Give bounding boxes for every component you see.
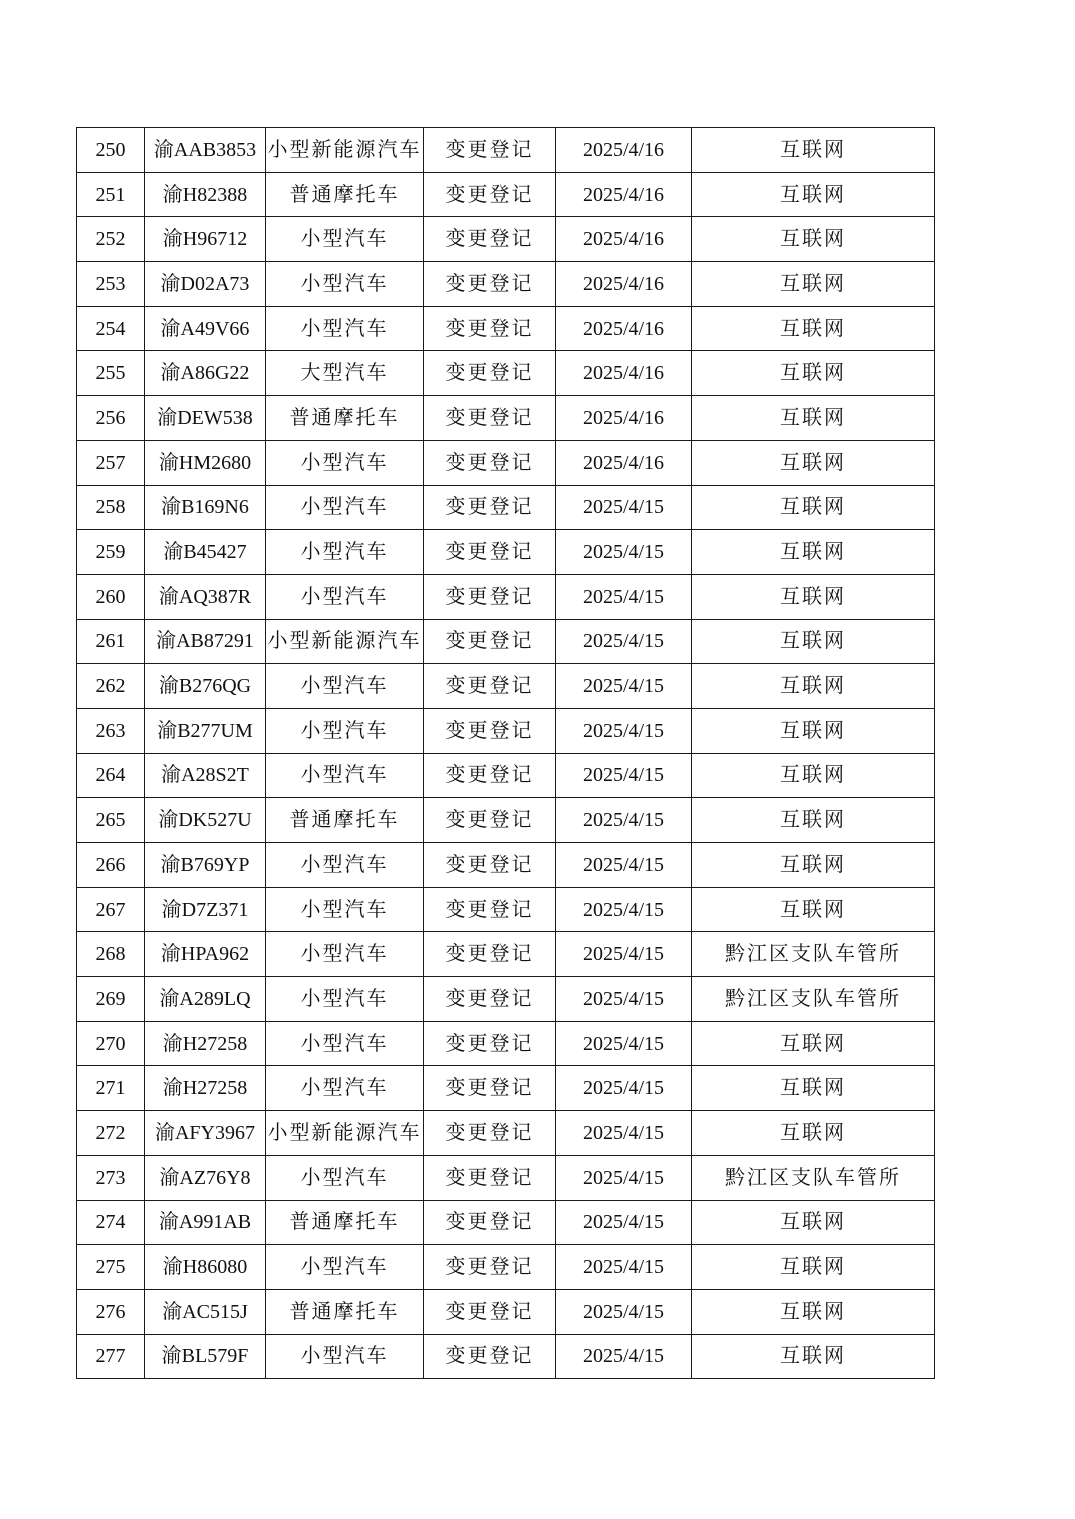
- cell-vehicle-type: 小型汽车: [266, 887, 424, 932]
- cell-date: 2025/4/15: [556, 1066, 692, 1111]
- table-row: [77, 1289, 935, 1334]
- cell-date: 2025/4/15: [556, 574, 692, 619]
- cell-plate-number: 渝B277UM: [145, 708, 266, 753]
- cell-serial-number: 261: [77, 619, 145, 664]
- cell-serial-number: 270: [77, 1021, 145, 1066]
- cell-vehicle-type: 小型汽车: [266, 1021, 424, 1066]
- cell-plate-number: 渝B769YP: [145, 843, 266, 888]
- registration-table: [76, 127, 935, 1379]
- cell-date: 2025/4/15: [556, 1155, 692, 1200]
- cell-channel: 互联网: [692, 619, 935, 664]
- cell-vehicle-type: 小型汽车: [266, 1066, 424, 1111]
- cell-business-type: 变更登记: [424, 619, 556, 664]
- table-row: [77, 440, 935, 485]
- cell-business-type: 变更登记: [424, 843, 556, 888]
- cell-channel: 互联网: [692, 351, 935, 396]
- cell-channel: 互联网: [692, 708, 935, 753]
- cell-business-type: 变更登记: [424, 485, 556, 530]
- cell-plate-number: 渝A289LQ: [145, 977, 266, 1022]
- cell-vehicle-type: 小型汽车: [266, 977, 424, 1022]
- table-row: [77, 351, 935, 396]
- cell-serial-number: 250: [77, 128, 145, 173]
- cell-business-type: 变更登记: [424, 530, 556, 575]
- cell-channel: 黔江区支队车管所: [692, 977, 935, 1022]
- cell-business-type: 变更登记: [424, 1200, 556, 1245]
- cell-vehicle-type: 小型汽车: [266, 530, 424, 575]
- cell-vehicle-type: 小型汽车: [266, 932, 424, 977]
- cell-business-type: 变更登记: [424, 1021, 556, 1066]
- cell-serial-number: 263: [77, 708, 145, 753]
- cell-date: 2025/4/16: [556, 396, 692, 441]
- cell-vehicle-type: 小型汽车: [266, 664, 424, 709]
- cell-vehicle-type: 小型汽车: [266, 1334, 424, 1379]
- table-row: [77, 664, 935, 709]
- cell-channel: 互联网: [692, 262, 935, 307]
- cell-channel: 互联网: [692, 440, 935, 485]
- cell-business-type: 变更登记: [424, 1066, 556, 1111]
- cell-serial-number: 254: [77, 306, 145, 351]
- cell-business-type: 变更登记: [424, 798, 556, 843]
- cell-plate-number: 渝DEW538: [145, 396, 266, 441]
- cell-serial-number: 251: [77, 172, 145, 217]
- cell-date: 2025/4/16: [556, 217, 692, 262]
- cell-plate-number: 渝D7Z371: [145, 887, 266, 932]
- cell-vehicle-type: 小型汽车: [266, 843, 424, 888]
- cell-serial-number: 260: [77, 574, 145, 619]
- cell-plate-number: 渝AB87291: [145, 619, 266, 664]
- cell-vehicle-type: 小型新能源汽车: [266, 1111, 424, 1156]
- cell-plate-number: 渝B276QG: [145, 664, 266, 709]
- cell-business-type: 变更登记: [424, 128, 556, 173]
- cell-date: 2025/4/16: [556, 172, 692, 217]
- cell-date: 2025/4/15: [556, 1289, 692, 1334]
- cell-channel: 互联网: [692, 530, 935, 575]
- cell-date: 2025/4/15: [556, 1200, 692, 1245]
- cell-business-type: 变更登记: [424, 887, 556, 932]
- cell-vehicle-type: 大型汽车: [266, 351, 424, 396]
- cell-vehicle-type: 普通摩托车: [266, 798, 424, 843]
- cell-business-type: 变更登记: [424, 396, 556, 441]
- cell-vehicle-type: 小型汽车: [266, 306, 424, 351]
- cell-vehicle-type: 小型汽车: [266, 1245, 424, 1290]
- cell-channel: 互联网: [692, 887, 935, 932]
- cell-channel: 互联网: [692, 753, 935, 798]
- cell-date: 2025/4/15: [556, 1111, 692, 1156]
- table-row: [77, 932, 935, 977]
- cell-channel: 互联网: [692, 217, 935, 262]
- table-row: [77, 1334, 935, 1379]
- cell-plate-number: 渝A991AB: [145, 1200, 266, 1245]
- cell-business-type: 变更登记: [424, 1334, 556, 1379]
- cell-plate-number: 渝AQ387R: [145, 574, 266, 619]
- cell-serial-number: 257: [77, 440, 145, 485]
- cell-business-type: 变更登记: [424, 932, 556, 977]
- cell-serial-number: 268: [77, 932, 145, 977]
- cell-plate-number: 渝B45427: [145, 530, 266, 575]
- cell-date: 2025/4/15: [556, 932, 692, 977]
- cell-date: 2025/4/15: [556, 1334, 692, 1379]
- cell-date: 2025/4/15: [556, 664, 692, 709]
- cell-plate-number: 渝D02A73: [145, 262, 266, 307]
- cell-serial-number: 259: [77, 530, 145, 575]
- cell-business-type: 变更登记: [424, 708, 556, 753]
- cell-plate-number: 渝AZ76Y8: [145, 1155, 266, 1200]
- cell-channel: 互联网: [692, 1066, 935, 1111]
- table-row: [77, 1066, 935, 1111]
- table-row: [77, 485, 935, 530]
- cell-business-type: 变更登记: [424, 977, 556, 1022]
- cell-vehicle-type: 小型汽车: [266, 708, 424, 753]
- cell-vehicle-type: 小型汽车: [266, 440, 424, 485]
- cell-plate-number: 渝A28S2T: [145, 753, 266, 798]
- cell-serial-number: 269: [77, 977, 145, 1022]
- cell-plate-number: 渝A86G22: [145, 351, 266, 396]
- cell-plate-number: 渝H27258: [145, 1066, 266, 1111]
- cell-business-type: 变更登记: [424, 1111, 556, 1156]
- cell-serial-number: 252: [77, 217, 145, 262]
- cell-channel: 互联网: [692, 1111, 935, 1156]
- cell-serial-number: 274: [77, 1200, 145, 1245]
- cell-channel: 黔江区支队车管所: [692, 932, 935, 977]
- cell-plate-number: 渝H27258: [145, 1021, 266, 1066]
- table-row: [77, 887, 935, 932]
- cell-serial-number: 265: [77, 798, 145, 843]
- table-body: [77, 128, 935, 1379]
- cell-business-type: 变更登记: [424, 1289, 556, 1334]
- cell-plate-number: 渝BL579F: [145, 1334, 266, 1379]
- cell-serial-number: 273: [77, 1155, 145, 1200]
- cell-vehicle-type: 小型汽车: [266, 753, 424, 798]
- cell-business-type: 变更登记: [424, 306, 556, 351]
- cell-channel: 互联网: [692, 798, 935, 843]
- cell-channel: 互联网: [692, 485, 935, 530]
- cell-serial-number: 255: [77, 351, 145, 396]
- cell-serial-number: 253: [77, 262, 145, 307]
- cell-business-type: 变更登记: [424, 753, 556, 798]
- cell-serial-number: 275: [77, 1245, 145, 1290]
- cell-date: 2025/4/16: [556, 440, 692, 485]
- cell-channel: 互联网: [692, 1289, 935, 1334]
- cell-business-type: 变更登记: [424, 262, 556, 307]
- cell-channel: 互联网: [692, 128, 935, 173]
- cell-vehicle-type: 小型新能源汽车: [266, 619, 424, 664]
- cell-vehicle-type: 普通摩托车: [266, 396, 424, 441]
- cell-plate-number: 渝B169N6: [145, 485, 266, 530]
- cell-vehicle-type: 小型汽车: [266, 574, 424, 619]
- cell-serial-number: 262: [77, 664, 145, 709]
- cell-serial-number: 267: [77, 887, 145, 932]
- cell-serial-number: 271: [77, 1066, 145, 1111]
- cell-plate-number: 渝H96712: [145, 217, 266, 262]
- cell-date: 2025/4/15: [556, 1245, 692, 1290]
- table-row: [77, 1200, 935, 1245]
- cell-channel: 互联网: [692, 172, 935, 217]
- cell-plate-number: 渝HPA962: [145, 932, 266, 977]
- cell-date: 2025/4/16: [556, 262, 692, 307]
- cell-date: 2025/4/16: [556, 128, 692, 173]
- table-row: [77, 798, 935, 843]
- cell-channel: 互联网: [692, 1200, 935, 1245]
- cell-date: 2025/4/15: [556, 1021, 692, 1066]
- cell-vehicle-type: 小型汽车: [266, 262, 424, 307]
- cell-date: 2025/4/16: [556, 306, 692, 351]
- cell-channel: 互联网: [692, 1334, 935, 1379]
- table-row: [77, 530, 935, 575]
- table-row: [77, 128, 935, 173]
- cell-date: 2025/4/15: [556, 798, 692, 843]
- cell-date: 2025/4/15: [556, 977, 692, 1022]
- table-row: [77, 708, 935, 753]
- cell-serial-number: 264: [77, 753, 145, 798]
- cell-plate-number: 渝AAB3853: [145, 128, 266, 173]
- table-row: [77, 619, 935, 664]
- cell-channel: 互联网: [692, 664, 935, 709]
- cell-business-type: 变更登记: [424, 217, 556, 262]
- cell-date: 2025/4/15: [556, 843, 692, 888]
- table-row: [77, 306, 935, 351]
- cell-vehicle-type: 小型汽车: [266, 485, 424, 530]
- cell-vehicle-type: 普通摩托车: [266, 172, 424, 217]
- cell-date: 2025/4/15: [556, 708, 692, 753]
- table-row: [77, 977, 935, 1022]
- cell-vehicle-type: 小型汽车: [266, 217, 424, 262]
- cell-channel: 互联网: [692, 1245, 935, 1290]
- cell-business-type: 变更登记: [424, 1245, 556, 1290]
- cell-serial-number: 276: [77, 1289, 145, 1334]
- table-row: [77, 217, 935, 262]
- cell-channel: 互联网: [692, 1021, 935, 1066]
- cell-channel: 互联网: [692, 574, 935, 619]
- cell-date: 2025/4/15: [556, 485, 692, 530]
- cell-serial-number: 258: [77, 485, 145, 530]
- cell-plate-number: 渝AFY3967: [145, 1111, 266, 1156]
- table-row: [77, 753, 935, 798]
- table-row: [77, 396, 935, 441]
- cell-vehicle-type: 小型汽车: [266, 1155, 424, 1200]
- cell-plate-number: 渝A49V66: [145, 306, 266, 351]
- table-row: [77, 1021, 935, 1066]
- cell-business-type: 变更登记: [424, 440, 556, 485]
- cell-channel: 黔江区支队车管所: [692, 1155, 935, 1200]
- cell-plate-number: 渝H82388: [145, 172, 266, 217]
- cell-vehicle-type: 普通摩托车: [266, 1289, 424, 1334]
- cell-plate-number: 渝AC515J: [145, 1289, 266, 1334]
- cell-date: 2025/4/15: [556, 753, 692, 798]
- table-row: [77, 1245, 935, 1290]
- cell-channel: 互联网: [692, 396, 935, 441]
- cell-business-type: 变更登记: [424, 351, 556, 396]
- cell-business-type: 变更登记: [424, 574, 556, 619]
- cell-serial-number: 272: [77, 1111, 145, 1156]
- table-row: [77, 843, 935, 888]
- table-row: [77, 172, 935, 217]
- cell-date: 2025/4/15: [556, 530, 692, 575]
- cell-business-type: 变更登记: [424, 664, 556, 709]
- cell-plate-number: 渝H86080: [145, 1245, 266, 1290]
- cell-serial-number: 277: [77, 1334, 145, 1379]
- cell-serial-number: 266: [77, 843, 145, 888]
- table-row: [77, 574, 935, 619]
- cell-plate-number: 渝HM2680: [145, 440, 266, 485]
- cell-date: 2025/4/15: [556, 619, 692, 664]
- cell-plate-number: 渝DK527U: [145, 798, 266, 843]
- table-row: [77, 262, 935, 307]
- cell-channel: 互联网: [692, 843, 935, 888]
- cell-vehicle-type: 普通摩托车: [266, 1200, 424, 1245]
- table-row: [77, 1155, 935, 1200]
- cell-serial-number: 256: [77, 396, 145, 441]
- table-row: [77, 1111, 935, 1156]
- cell-business-type: 变更登记: [424, 1155, 556, 1200]
- cell-channel: 互联网: [692, 306, 935, 351]
- cell-vehicle-type: 小型新能源汽车: [266, 128, 424, 173]
- cell-date: 2025/4/15: [556, 887, 692, 932]
- cell-date: 2025/4/16: [556, 351, 692, 396]
- cell-business-type: 变更登记: [424, 172, 556, 217]
